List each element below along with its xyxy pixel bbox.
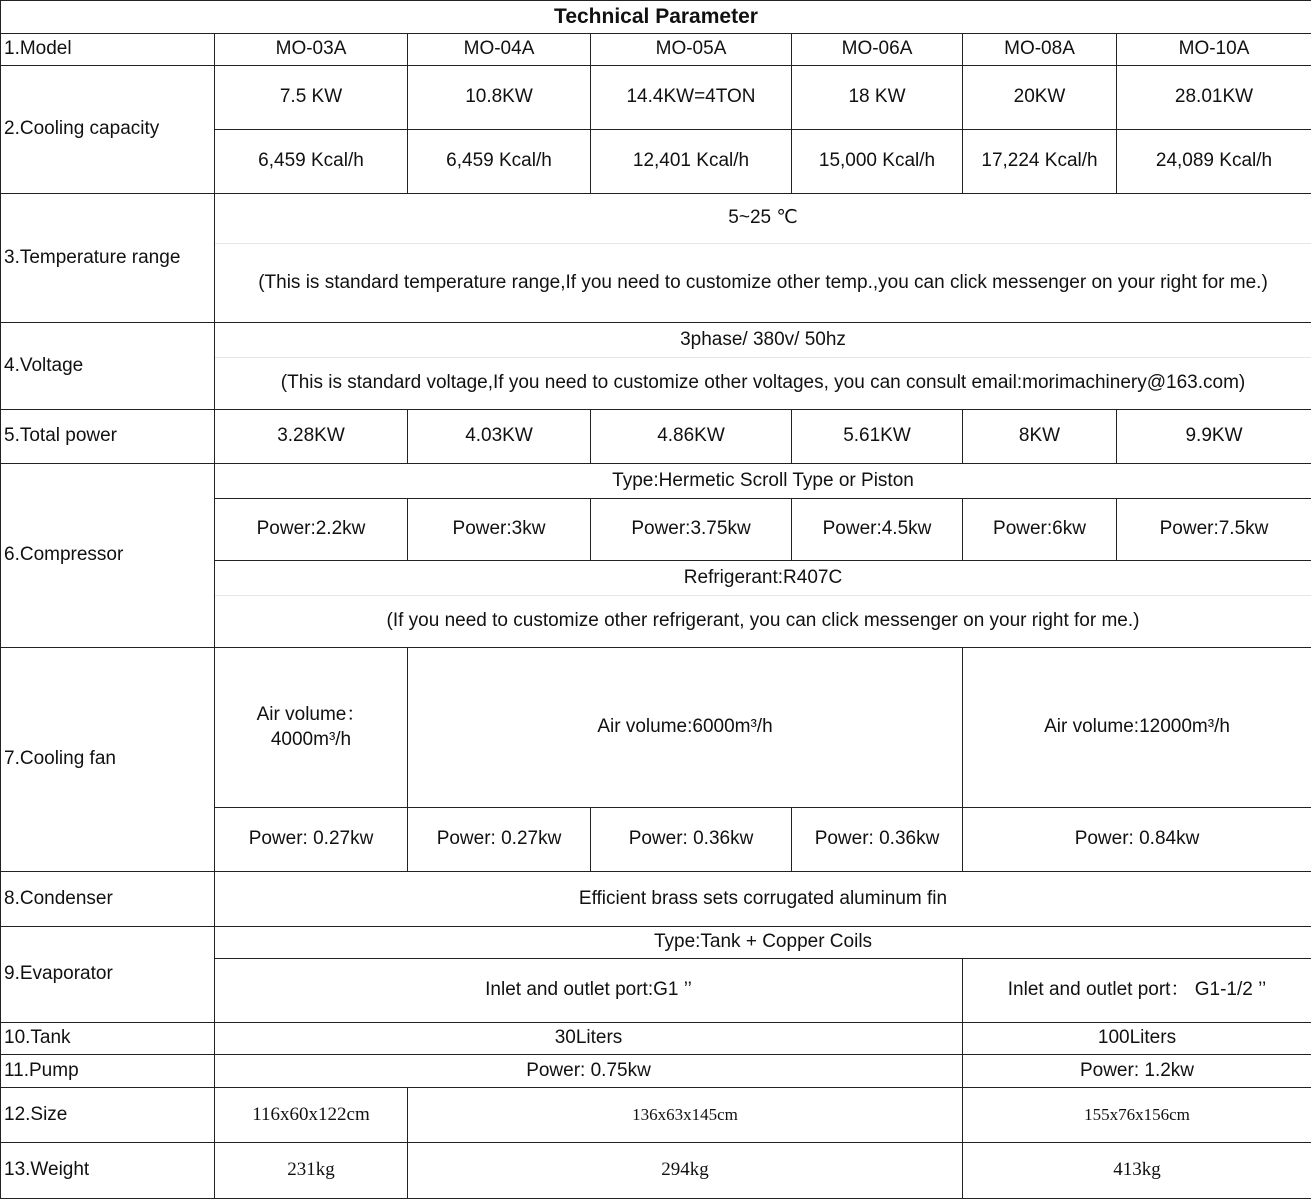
total-power-row [1,410,1311,464]
row-label-evaporator: 9.Evaporator [1,927,215,1023]
compressor-power-cell: Power:3.75kw [591,499,792,561]
temperature-range-value: 5~25 ℃ [215,194,1311,244]
condenser-value: Efficient brass sets corrugated aluminum fin [215,872,1311,927]
pump-cell: Power: 0.75kw [215,1055,963,1088]
total-power-cell: 3.28KW [215,410,408,464]
compressor-type: Type:Hermetic Scroll Type or Piston [215,464,1311,499]
model-cell: MO-10A [1117,34,1311,66]
air-volume-1-line1: Air volume： [221,703,401,728]
size-cell: 155x76x156cm [963,1088,1311,1143]
row-label-temperature-range: 3.Temperature range [1,194,215,323]
cooling-capacity-kw-cell: 28.01KW [1117,66,1311,130]
evaporator-type-row [1,927,1311,959]
cooling-fan-air-volume-3: Air volume:12000m³/h [963,648,1311,808]
voltage-value: 3phase/ 380v/ 50hz [215,323,1311,358]
voltage-note: (This is standard voltage,If you need to customize other voltages, you can consult email:morimachinery@163.com) [215,358,1311,410]
cooling-fan-power-cell: Power: 0.36kw [591,808,792,872]
row-label-size: 12.Size [1,1088,215,1143]
cooling-fan-power-cell: Power: 0.36kw [792,808,963,872]
compressor-power-cell: Power:4.5kw [792,499,963,561]
air-volume-1-line2: 4000m³/h [221,728,401,753]
compressor-power-cell: Power:3kw [408,499,591,561]
size-row [1,1088,1311,1143]
temperature-range-row [1,194,1311,244]
cooling-capacity-kw-row [1,66,1311,130]
size-cell: 116x60x122cm [215,1088,408,1143]
total-power-cell: 4.86KW [591,410,792,464]
row-label-weight: 13.Weight [1,1143,215,1199]
condenser-row [1,872,1311,927]
row-label-tank: 10.Tank [1,1023,215,1055]
compressor-power-cell: Power:6kw [963,499,1117,561]
tank-cell: 100Liters [963,1023,1311,1055]
weight-cell: 294kg [408,1143,963,1199]
model-cell: MO-08A [963,34,1117,66]
cooling-fan-air-volume-2: Air volume:6000m³/h [408,648,963,808]
evaporator-type: Type:Tank + Copper Coils [215,927,1311,959]
cooling-capacity-kcal-cell: 24,089 Kcal/h [1117,130,1311,194]
weight-row [1,1143,1311,1199]
cooling-fan-power-cell: Power: 0.27kw [408,808,591,872]
cooling-capacity-kcal-cell: 6,459 Kcal/h [408,130,591,194]
compressor-refrigerant: Refrigerant:R407C [215,561,1311,596]
row-label-cooling-capacity: 2.Cooling capacity [1,66,215,194]
compressor-power-cell: Power:2.2kw [215,499,408,561]
model-cell: MO-05A [591,34,792,66]
model-cell: MO-03A [215,34,408,66]
cooling-capacity-kw-cell: 14.4KW=4TON [591,66,792,130]
cooling-fan-power-cell: Power: 0.84kw [963,808,1311,872]
compressor-note: (If you need to customize other refrigerant, you can click messenger on your right for me.) [215,596,1311,648]
tank-row [1,1023,1311,1055]
row-label-voltage: 4.Voltage [1,323,215,410]
cooling-capacity-kcal-cell: 6,459 Kcal/h [215,130,408,194]
row-label-total-power: 5.Total power [1,410,215,464]
pump-row [1,1055,1311,1088]
tank-cell: 30Liters [215,1023,963,1055]
row-label-compressor: 6.Compressor [1,464,215,648]
cooling-fan-air-volume-1 [215,648,408,808]
model-cell: MO-04A [408,34,591,66]
weight-cell: 231kg [215,1143,408,1199]
cooling-capacity-kcal-cell: 12,401 Kcal/h [591,130,792,194]
voltage-row [1,323,1311,358]
compressor-power-cell: Power:7.5kw [1117,499,1311,561]
row-label-model: 1.Model [1,34,215,66]
row-label-pump: 11.Pump [1,1055,215,1088]
total-power-cell: 5.61KW [792,410,963,464]
total-power-cell: 9.9KW [1117,410,1311,464]
temperature-range-note: (This is standard temperature range,If you need to customize other temp.,you can click messenger on your right for me.) [215,244,1311,323]
title-row [1,1,1311,34]
cooling-capacity-kw-cell: 10.8KW [408,66,591,130]
compressor-type-row [1,464,1311,499]
size-cell: 136x63x145cm [408,1088,963,1143]
cooling-capacity-kw-cell: 18 KW [792,66,963,130]
cooling-fan-air-row [1,648,1311,808]
row-label-condenser: 8.Condenser [1,872,215,927]
pump-cell: Power: 1.2kw [963,1055,1311,1088]
model-row [1,34,1311,66]
evaporator-port-1: Inlet and outlet port:G1 ’’ [215,959,963,1023]
model-cell: MO-06A [792,34,963,66]
row-label-cooling-fan: 7.Cooling fan [1,648,215,872]
total-power-cell: 8KW [963,410,1117,464]
weight-cell: 413kg [963,1143,1311,1199]
cooling-capacity-kw-cell: 20KW [963,66,1117,130]
cooling-capacity-kcal-cell: 15,000 Kcal/h [792,130,963,194]
evaporator-port-2: Inlet and outlet port： G1-1/2 ’’ [963,959,1311,1023]
cooling-capacity-kcal-cell: 17,224 Kcal/h [963,130,1117,194]
total-power-cell: 4.03KW [408,410,591,464]
cooling-fan-power-cell: Power: 0.27kw [215,808,408,872]
cooling-capacity-kw-cell: 7.5 KW [215,66,408,130]
table-title: Technical Parameter [1,1,1311,34]
